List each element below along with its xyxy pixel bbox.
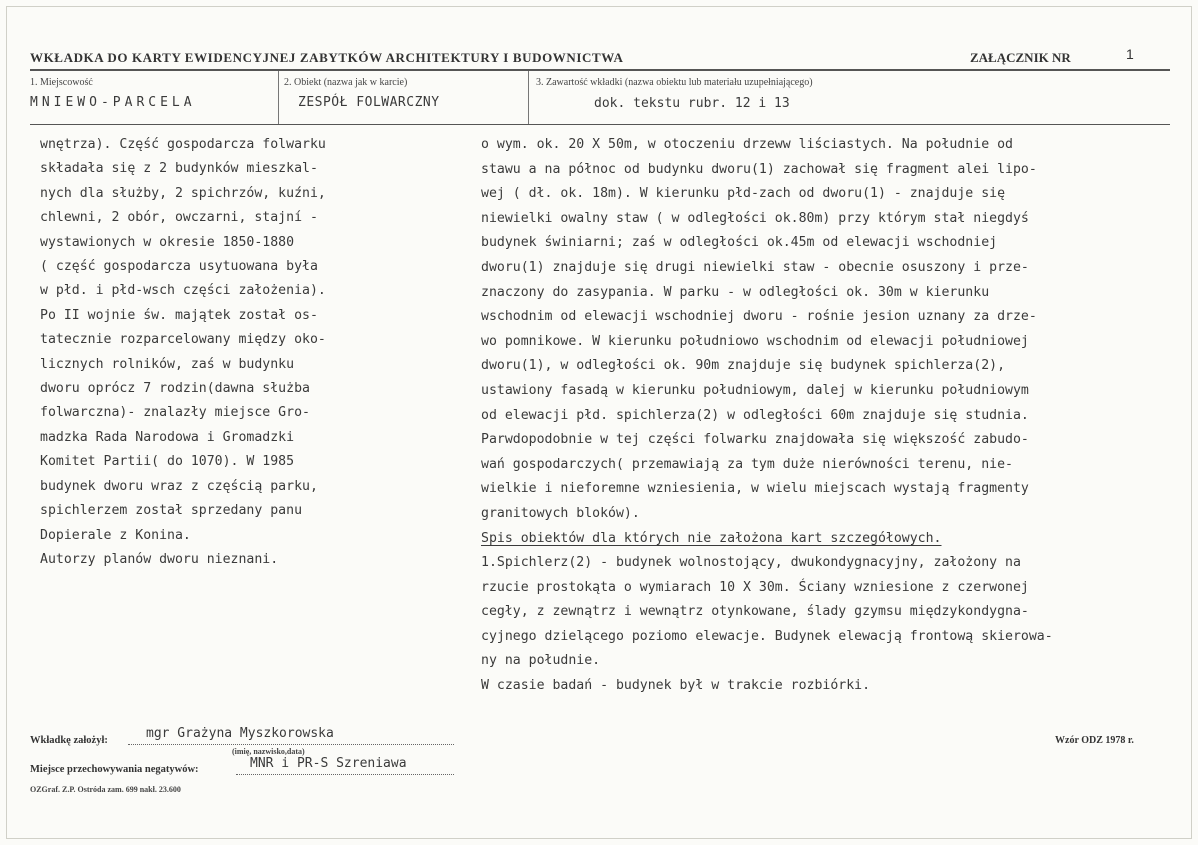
text-line: madzka Rada Narodowa i Gromadzki bbox=[40, 429, 295, 445]
printer-note: OZGraf. Z.P. Ostróda zam. 699 nakł. 23.600 bbox=[30, 785, 181, 794]
annex-label: ZAŁĄCZNIK NR bbox=[970, 50, 1071, 65]
locality-label: 1. Miejscowość bbox=[30, 77, 93, 88]
form-pattern: Wzór ODZ 1978 r. bbox=[1055, 735, 1134, 746]
text-line: rzucie prostokąta o wymiarach 10 X 30m. Ściany wzniesione z czerwonej bbox=[481, 579, 1029, 595]
text-line: dworu(1) znajduje się drugi niewielki staw - obecnie osuszony i prze- bbox=[481, 259, 1029, 275]
text-line: Komitet Partii( do 1070). W 1985 bbox=[40, 454, 295, 470]
text-line: znaczony do zasypania. W parku - w odległości ok. 30m w kierunku bbox=[481, 284, 990, 300]
text-line: o wym. ok. 20 X 50m, w otoczeniu drzeww liściastych. Na południe od bbox=[481, 137, 1013, 152]
author-dotted-line bbox=[128, 744, 454, 745]
text-line: wo pomnikowe. W kierunku południowo wschodnim od elewacji południowej bbox=[481, 333, 1029, 349]
text-line: tatecznie rozparcelowany między oko- bbox=[40, 332, 326, 348]
text-line: dworu oprócz 7 rodzin(dawna służba bbox=[40, 381, 310, 397]
field-divider-1 bbox=[278, 71, 279, 124]
text-line: cyjnego dzielącego poziomo elewacje. Budynek elewacją frontową skierowa- bbox=[481, 628, 1053, 644]
storage-value: MNR i PR-S Szreniawa bbox=[250, 756, 407, 771]
right-text-column bbox=[481, 133, 1181, 699]
text-line: granitowych bloków). bbox=[481, 505, 640, 521]
text-line: spichlerzem został sprzedany panu bbox=[40, 503, 303, 519]
form-title: WKŁADKA DO KARTY EWIDENCYJNEJ ZABYTKÓW ARCHITEKTURY I BUDOWNICTWA bbox=[30, 50, 624, 65]
fields-rule bbox=[30, 124, 1170, 125]
text-line: ny na południe. bbox=[481, 653, 601, 669]
object-label: 2. Obiekt (nazwa jak w karcie) bbox=[284, 77, 408, 88]
text-line: niewielki owalny staw ( w odległości ok.80m) przy którym stał niegdyś bbox=[481, 210, 1029, 226]
object-value: ZESPÓŁ FOLWARCZNY bbox=[298, 95, 440, 110]
content-label: 3. Zawartość wkładki (nazwa obiektu lub materiału uzupełniającego) bbox=[536, 77, 813, 88]
text-line: ustawiony fasadą w kierunku południowym, dalej w kierunku południowym bbox=[481, 382, 1029, 398]
storage-label: Miejsce przechowywania negatywów: bbox=[30, 764, 199, 775]
locality-value: MNIEWO-PARCELA bbox=[30, 95, 196, 110]
header-rule bbox=[30, 69, 1170, 71]
text-line: składała się z 2 budynków mieszkal- bbox=[40, 161, 318, 177]
text-line: chlewni, 2 obór, owczarni, stajní - bbox=[40, 210, 318, 226]
text-line: W czasie badań - budynek był w trakcie rozbiórki. bbox=[481, 678, 871, 694]
left-text-column bbox=[40, 133, 420, 572]
text-line: ( część gospodarcza usytuowana była bbox=[40, 259, 318, 275]
text-line: wej ( dł. ok. 18m). W kierunku płd-zach od dworu(1) - znajduje się bbox=[481, 186, 1006, 202]
storage-dotted-line bbox=[236, 774, 454, 775]
text-line: Parwdopodobnie w tej części folwarku znajdowała się większość zabudo- bbox=[481, 432, 1029, 448]
text-line: wschodnim od elewacji wschodniej dworu - rośnie jesion uznany za drze- bbox=[481, 309, 1037, 325]
author-label: Wkładkę założył: bbox=[30, 735, 108, 746]
author-hint: (imię, nazwisko,data) bbox=[232, 747, 305, 756]
text-line: dworu(1), w odległości ok. 90m znajduje się budynek spichlerza(2), bbox=[481, 358, 1006, 374]
text-line: Dopierale z Konina. bbox=[40, 527, 191, 543]
author-value: mgr Grażyna Myszkorowska bbox=[146, 726, 334, 741]
text-line: licznych rolników, zaś w budynku bbox=[40, 356, 295, 372]
text-line: Po II wojnie św. majątek został os- bbox=[40, 307, 318, 323]
text-line: wielkie i nieforemne wzniesienia, w wielu miejscach wystają fragmenty bbox=[481, 481, 1029, 497]
text-line: folwarczna)- znalazły miejsce Gro- bbox=[40, 405, 310, 421]
field-divider-2 bbox=[528, 71, 529, 124]
text-line: 1.Spichlerz(2) - budynek wolnostojący, dwukondygnacyjny, założony na bbox=[481, 555, 1021, 571]
annex-number: 1 bbox=[1126, 46, 1134, 62]
text-line: cegły, z zewnątrz i wewnątrz otynkowane, ślady gzymsu międzykondygna- bbox=[481, 604, 1029, 620]
text-line: budynek dworu wraz z częścią parku, bbox=[40, 478, 318, 494]
text-line: w płd. i płd-wsch części założenia). bbox=[40, 283, 326, 299]
text-line: od elewacji płd. spichlerza(2) w odległości 60m znajduje się studnia. bbox=[481, 407, 1029, 423]
text-line: wań gospodarczych( przemawiają za tym duże nierówności terenu, nie- bbox=[481, 456, 1013, 472]
text-line: wnętrza). Część gospodarcza folwarku bbox=[40, 137, 326, 152]
text-line: wystawionych w okresie 1850-1880 bbox=[40, 234, 295, 250]
content-value: dok. tekstu rubr. 12 i 13 bbox=[594, 96, 790, 111]
text-line: budynek świniarni; zaś w odległości ok.45m od elewacji wschodniej bbox=[481, 235, 998, 251]
objects-list-heading: Spis obiektów dla których nie założona kart szczegółowych. bbox=[481, 530, 942, 546]
text-line: Autorzy planów dworu nieznani. bbox=[40, 551, 279, 567]
text-line: stawu a na północ od budynku dworu(1) zachował się fragment alei lipo- bbox=[481, 161, 1037, 177]
text-line: nych dla służby, 2 spichrzów, kuźni, bbox=[40, 185, 326, 201]
